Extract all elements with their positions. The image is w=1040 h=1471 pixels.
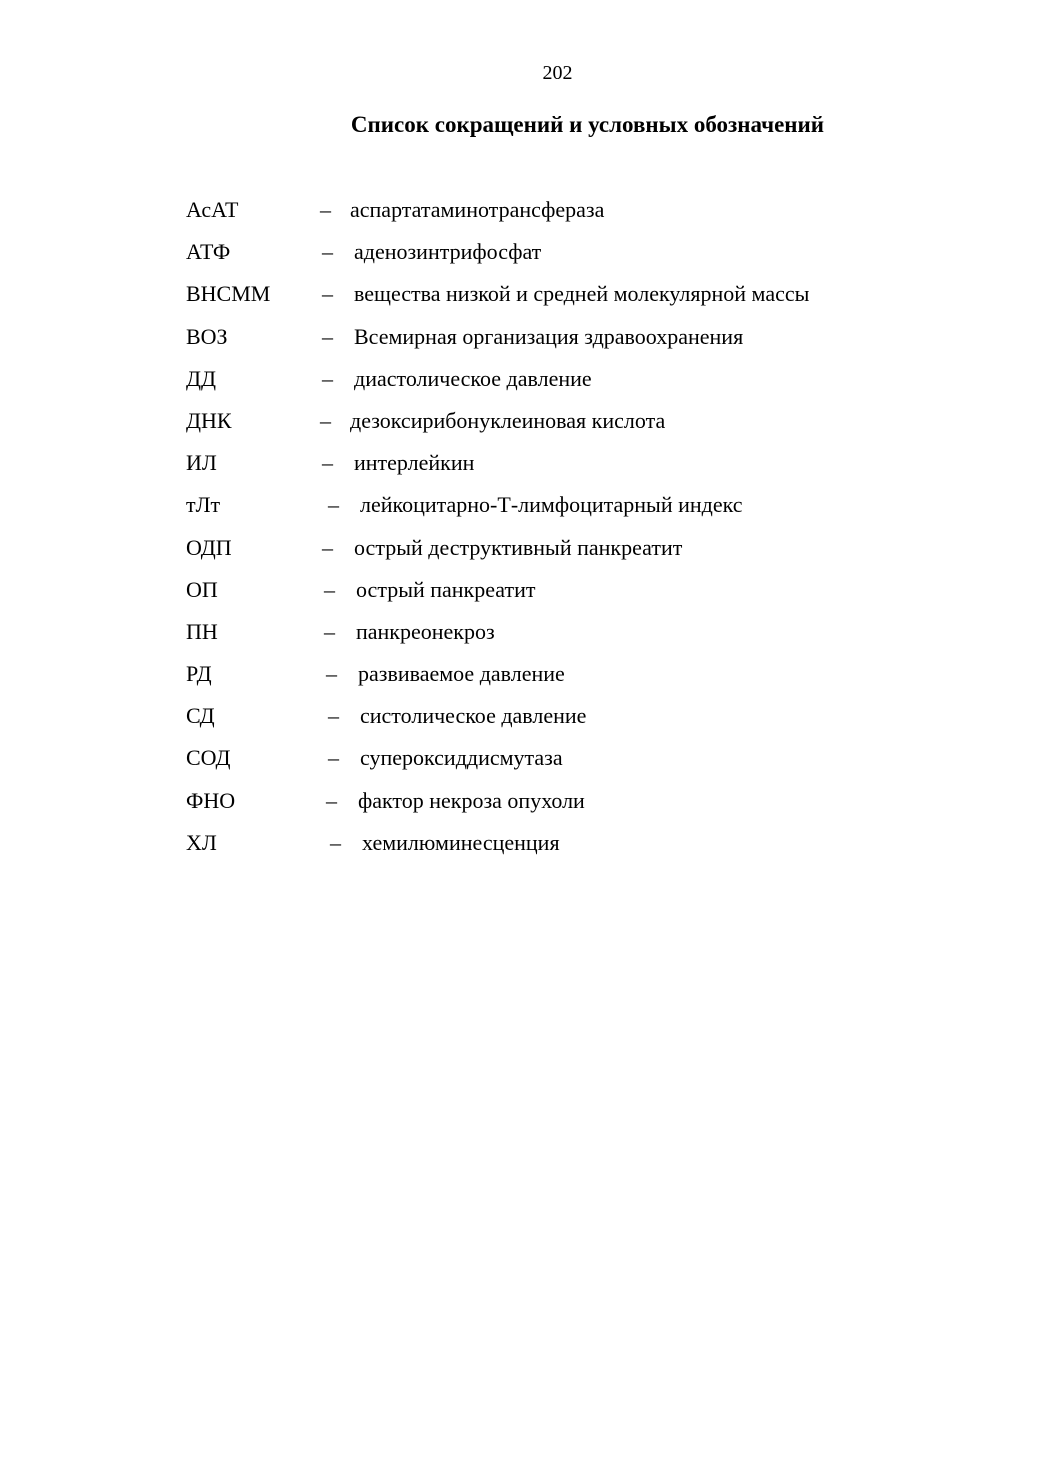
abbreviation-dash: – xyxy=(322,239,333,265)
abbreviation-definition: интерлейкин xyxy=(354,450,475,476)
abbreviation-dash: – xyxy=(322,534,333,560)
abbreviation-dash: – xyxy=(320,197,331,222)
abbreviation-row xyxy=(186,194,946,236)
abbreviation-dash: – xyxy=(326,787,337,813)
abbreviation-row xyxy=(186,363,946,405)
abbreviation-dash: – xyxy=(328,492,339,518)
abbreviation-row xyxy=(186,742,946,784)
abbreviation-term: ФНО xyxy=(186,787,236,813)
abbreviation-row xyxy=(186,785,946,827)
abbreviation-row xyxy=(186,827,946,869)
abbreviation-dash: – xyxy=(322,281,333,307)
abbreviation-term: СОД xyxy=(186,745,231,771)
abbreviation-row xyxy=(186,236,946,278)
abbreviation-definition: фактор некроза опухоли xyxy=(358,787,585,813)
abbreviation-definition: Всемирная организация здравоохранения xyxy=(354,323,744,349)
abbreviation-definition: хемилюминесценция xyxy=(362,829,560,855)
abbreviation-row xyxy=(186,321,946,363)
abbreviation-definition: аспартатаминотрансфераза xyxy=(350,197,605,222)
abbreviation-term: ДД xyxy=(186,365,217,391)
abbreviation-row xyxy=(186,616,946,658)
abbreviation-row xyxy=(186,658,946,700)
abbreviation-definition: панкреонекроз xyxy=(356,618,495,644)
abbreviation-row xyxy=(186,574,946,616)
abbreviation-definition: острый панкреатит xyxy=(356,576,536,602)
page-title: Список сокращений и условных обозначений xyxy=(350,112,825,137)
abbreviation-term: СД xyxy=(186,703,215,729)
abbreviation-term: тЛт xyxy=(186,492,221,518)
abbreviation-dash: – xyxy=(326,661,337,687)
abbreviation-definition: дезоксирибонуклеиновая кислота xyxy=(350,407,666,433)
abbreviation-definition: вещества низкой и средней молекулярной массы xyxy=(354,281,810,307)
abbreviation-definition: аденозинтрифосфат xyxy=(354,239,542,265)
page-number: 202 xyxy=(542,62,573,84)
abbreviation-row xyxy=(186,278,946,320)
abbreviation-term: ВНСММ xyxy=(186,281,271,307)
abbreviation-term: РД xyxy=(186,661,212,687)
abbreviation-term: ДНК xyxy=(186,407,232,433)
abbreviation-definition: лейкоцитарно-Т-лимфоцитарный индекс xyxy=(360,492,743,518)
abbreviation-definition: развиваемое давление xyxy=(358,661,565,687)
abbreviation-dash: – xyxy=(328,745,339,771)
abbreviation-row xyxy=(186,447,946,489)
abbreviation-definition: супероксиддисмутаза xyxy=(360,745,563,771)
abbreviation-dash: – xyxy=(328,703,339,729)
abbreviation-term: АТФ xyxy=(186,239,231,265)
abbreviation-row xyxy=(186,489,946,531)
abbreviation-dash: – xyxy=(320,407,331,433)
abbreviation-dash: – xyxy=(322,365,333,391)
abbreviation-list xyxy=(186,194,946,869)
abbreviation-dash: – xyxy=(324,576,335,602)
abbreviation-row xyxy=(186,700,946,742)
abbreviation-row xyxy=(186,405,946,447)
abbreviation-dash: – xyxy=(330,829,341,855)
abbreviation-term: ИЛ xyxy=(186,450,217,476)
abbreviation-term: ПН xyxy=(186,618,218,644)
abbreviation-term: АсАТ xyxy=(186,197,239,222)
abbreviation-definition: диастолическое давление xyxy=(354,365,592,391)
abbreviation-dash: – xyxy=(322,450,333,476)
abbreviation-term: ХЛ xyxy=(186,829,217,855)
abbreviation-term: ВОЗ xyxy=(186,323,228,349)
abbreviation-dash: – xyxy=(324,618,335,644)
abbreviation-definition: систолическое давление xyxy=(360,703,587,729)
abbreviation-definition: острый деструктивный панкреатит xyxy=(354,534,683,560)
abbreviation-term: ОП xyxy=(186,576,218,602)
abbreviation-row xyxy=(186,532,946,574)
abbreviation-term: ОДП xyxy=(186,534,232,560)
abbreviation-dash: – xyxy=(322,323,333,349)
